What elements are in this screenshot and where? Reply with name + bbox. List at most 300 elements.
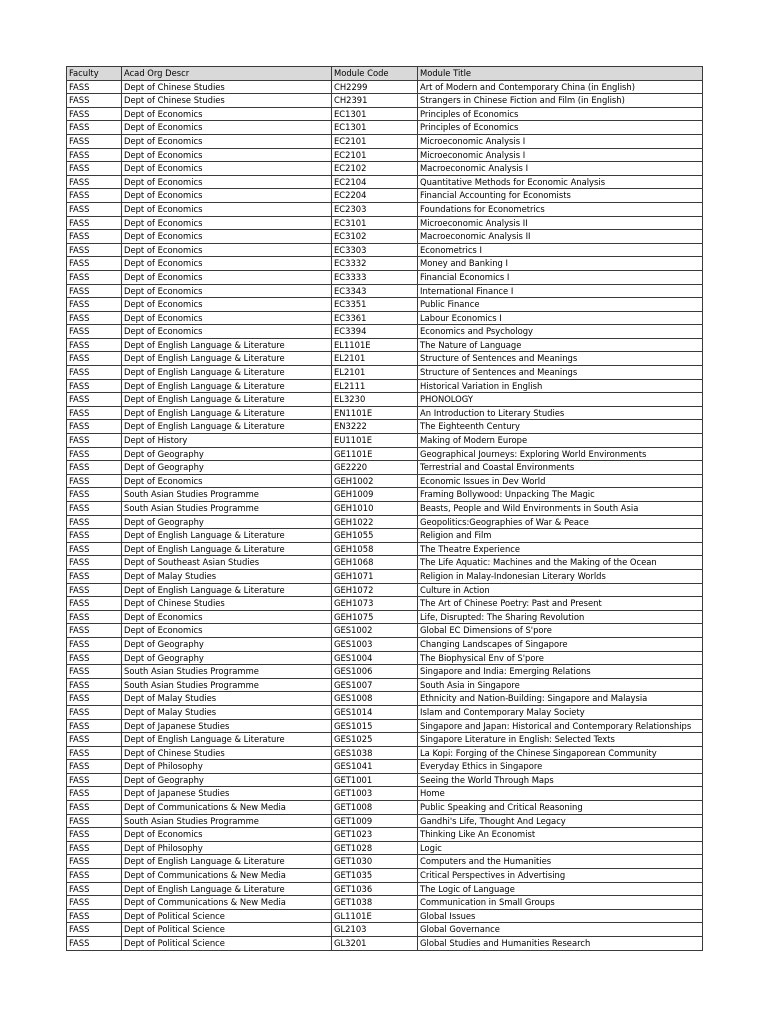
- cell-faculty: FASS: [67, 896, 122, 910]
- cell-acad-org-descr: Dept of Chinese Studies: [122, 597, 332, 611]
- cell-module-title: Microeconomic Analysis I: [418, 134, 703, 148]
- table-row: [67, 814, 703, 828]
- cell-faculty: FASS: [67, 869, 122, 883]
- cell-module-title: Labour Economics I: [418, 311, 703, 325]
- cell-acad-org-descr: Dept of Economics: [122, 230, 332, 244]
- table-row: [67, 515, 703, 529]
- table-row: [67, 148, 703, 162]
- cell-module-title: Home: [418, 787, 703, 801]
- cell-faculty: FASS: [67, 610, 122, 624]
- cell-acad-org-descr: Dept of English Language & Literature: [122, 542, 332, 556]
- cell-faculty: FASS: [67, 909, 122, 923]
- table-row: [67, 624, 703, 638]
- cell-module-title: Singapore Literature in English: Selected Texts: [418, 733, 703, 747]
- table-row: [67, 569, 703, 583]
- cell-acad-org-descr: Dept of Philosophy: [122, 760, 332, 774]
- cell-acad-org-descr: Dept of English Language & Literature: [122, 406, 332, 420]
- cell-faculty: FASS: [67, 284, 122, 298]
- cell-acad-org-descr: Dept of Economics: [122, 243, 332, 257]
- table-row: [67, 175, 703, 189]
- cell-module-code: GET1009: [332, 814, 418, 828]
- cell-acad-org-descr: Dept of Political Science: [122, 923, 332, 937]
- cell-module-code: EL3230: [332, 393, 418, 407]
- cell-faculty: FASS: [67, 719, 122, 733]
- cell-module-code: GL1101E: [332, 909, 418, 923]
- cell-acad-org-descr: Dept of Geography: [122, 651, 332, 665]
- cell-module-code: EL2111: [332, 379, 418, 393]
- cell-faculty: FASS: [67, 855, 122, 869]
- cell-module-title: Ethnicity and Nation-Building: Singapore and Malaysia: [418, 692, 703, 706]
- cell-acad-org-descr: Dept of Economics: [122, 298, 332, 312]
- cell-faculty: FASS: [67, 746, 122, 760]
- cell-acad-org-descr: Dept of Geography: [122, 461, 332, 475]
- cell-faculty: FASS: [67, 406, 122, 420]
- table-row: [67, 243, 703, 257]
- table-row: [67, 379, 703, 393]
- cell-faculty: FASS: [67, 311, 122, 325]
- cell-module-code: GEH1010: [332, 502, 418, 516]
- table-row: [67, 692, 703, 706]
- table-row: [67, 121, 703, 135]
- cell-module-code: CH2391: [332, 94, 418, 108]
- cell-module-title: Econometrics I: [418, 243, 703, 257]
- cell-faculty: FASS: [67, 189, 122, 203]
- cell-module-code: GEH1022: [332, 515, 418, 529]
- cell-module-title: La Kopi: Forging of the Chinese Singaporean Community: [418, 746, 703, 760]
- cell-module-title: International Finance I: [418, 284, 703, 298]
- cell-module-title: The Logic of Language: [418, 882, 703, 896]
- table-row: [67, 719, 703, 733]
- cell-module-code: GES1038: [332, 746, 418, 760]
- table-row: [67, 406, 703, 420]
- cell-acad-org-descr: Dept of Malay Studies: [122, 569, 332, 583]
- cell-module-code: EN1101E: [332, 406, 418, 420]
- cell-module-title: Life, Disrupted: The Sharing Revolution: [418, 610, 703, 624]
- cell-faculty: FASS: [67, 569, 122, 583]
- table-body: [67, 80, 703, 950]
- cell-module-code: EC2101: [332, 148, 418, 162]
- table-row: [67, 366, 703, 380]
- header-acad-org-descr: Acad Org Descr: [122, 67, 332, 81]
- table-row: [67, 474, 703, 488]
- cell-module-title: Microeconomic Analysis I: [418, 148, 703, 162]
- header-module-code: Module Code: [332, 67, 418, 81]
- table-row: [67, 447, 703, 461]
- cell-module-title: Art of Modern and Contemporary China (in English): [418, 80, 703, 94]
- table-row: [67, 461, 703, 475]
- cell-module-title: Islam and Contemporary Malay Society: [418, 705, 703, 719]
- cell-module-title: Global Studies and Humanities Research: [418, 937, 703, 951]
- cell-faculty: FASS: [67, 366, 122, 380]
- cell-module-title: Computers and the Humanities: [418, 855, 703, 869]
- table-row: [67, 80, 703, 94]
- table-row: [67, 841, 703, 855]
- table-row: [67, 882, 703, 896]
- table-row: [67, 923, 703, 937]
- cell-faculty: FASS: [67, 270, 122, 284]
- cell-faculty: FASS: [67, 175, 122, 189]
- cell-acad-org-descr: Dept of Economics: [122, 270, 332, 284]
- cell-acad-org-descr: Dept of Economics: [122, 189, 332, 203]
- cell-acad-org-descr: Dept of Communications & New Media: [122, 896, 332, 910]
- table-row: [67, 502, 703, 516]
- cell-acad-org-descr: Dept of Southeast Asian Studies: [122, 556, 332, 570]
- cell-faculty: FASS: [67, 80, 122, 94]
- cell-module-code: EC2303: [332, 202, 418, 216]
- cell-acad-org-descr: Dept of Political Science: [122, 937, 332, 951]
- cell-module-title: Culture in Action: [418, 583, 703, 597]
- cell-acad-org-descr: Dept of Economics: [122, 284, 332, 298]
- table-row: [67, 189, 703, 203]
- cell-acad-org-descr: Dept of Geography: [122, 515, 332, 529]
- cell-acad-org-descr: Dept of Economics: [122, 610, 332, 624]
- cell-module-code: EC3102: [332, 230, 418, 244]
- cell-module-title: Foundations for Econometrics: [418, 202, 703, 216]
- cell-module-code: GEH1071: [332, 569, 418, 583]
- cell-faculty: FASS: [67, 678, 122, 692]
- table-row: [67, 162, 703, 176]
- cell-module-title: Global EC Dimensions of S'pore: [418, 624, 703, 638]
- cell-module-title: Making of Modern Europe: [418, 434, 703, 448]
- cell-module-title: The Nature of Language: [418, 338, 703, 352]
- cell-module-code: GEH1072: [332, 583, 418, 597]
- cell-acad-org-descr: Dept of Economics: [122, 311, 332, 325]
- cell-faculty: FASS: [67, 298, 122, 312]
- cell-acad-org-descr: Dept of Economics: [122, 162, 332, 176]
- cell-acad-org-descr: Dept of Economics: [122, 148, 332, 162]
- cell-faculty: FASS: [67, 542, 122, 556]
- cell-faculty: FASS: [67, 760, 122, 774]
- cell-acad-org-descr: Dept of Economics: [122, 216, 332, 230]
- cell-module-title: Terrestrial and Coastal Environments: [418, 461, 703, 475]
- cell-module-title: PHONOLOGY: [418, 393, 703, 407]
- cell-faculty: FASS: [67, 447, 122, 461]
- cell-module-code: GEH1073: [332, 597, 418, 611]
- cell-module-code: GET1023: [332, 828, 418, 842]
- cell-faculty: FASS: [67, 393, 122, 407]
- cell-acad-org-descr: Dept of Political Science: [122, 909, 332, 923]
- cell-module-code: GE2220: [332, 461, 418, 475]
- cell-module-code: GET1035: [332, 869, 418, 883]
- cell-faculty: FASS: [67, 801, 122, 815]
- cell-module-title: South Asia in Singapore: [418, 678, 703, 692]
- table-row: [67, 230, 703, 244]
- table-row: [67, 107, 703, 121]
- table-row: [67, 311, 703, 325]
- cell-module-code: EC3101: [332, 216, 418, 230]
- cell-module-code: GL3201: [332, 937, 418, 951]
- cell-module-code: EC3361: [332, 311, 418, 325]
- cell-module-code: GES1015: [332, 719, 418, 733]
- cell-module-title: Financial Economics I: [418, 270, 703, 284]
- cell-module-code: CH2299: [332, 80, 418, 94]
- table-row: [67, 270, 703, 284]
- cell-acad-org-descr: Dept of English Language & Literature: [122, 529, 332, 543]
- cell-module-code: EC3303: [332, 243, 418, 257]
- cell-faculty: FASS: [67, 488, 122, 502]
- cell-module-title: Geographical Journeys: Exploring World Environments: [418, 447, 703, 461]
- cell-module-title: Microeconomic Analysis II: [418, 216, 703, 230]
- table-row: [67, 325, 703, 339]
- table-row: [67, 855, 703, 869]
- cell-acad-org-descr: Dept of Communications & New Media: [122, 801, 332, 815]
- cell-faculty: FASS: [67, 841, 122, 855]
- table-row: [67, 937, 703, 951]
- cell-module-code: GET1028: [332, 841, 418, 855]
- cell-acad-org-descr: Dept of Economics: [122, 202, 332, 216]
- cell-module-title: Public Finance: [418, 298, 703, 312]
- cell-acad-org-descr: Dept of Economics: [122, 107, 332, 121]
- cell-module-code: EL2101: [332, 352, 418, 366]
- cell-module-title: An Introduction to Literary Studies: [418, 406, 703, 420]
- cell-faculty: FASS: [67, 107, 122, 121]
- cell-acad-org-descr: Dept of Economics: [122, 828, 332, 842]
- cell-faculty: FASS: [67, 352, 122, 366]
- cell-module-title: Principles of Economics: [418, 121, 703, 135]
- cell-faculty: FASS: [67, 379, 122, 393]
- cell-acad-org-descr: South Asian Studies Programme: [122, 488, 332, 502]
- cell-faculty: FASS: [67, 216, 122, 230]
- cell-module-code: EL2101: [332, 366, 418, 380]
- cell-module-code: EC3333: [332, 270, 418, 284]
- cell-module-code: GEH1009: [332, 488, 418, 502]
- cell-faculty: FASS: [67, 420, 122, 434]
- cell-acad-org-descr: Dept of English Language & Literature: [122, 366, 332, 380]
- cell-acad-org-descr: Dept of Chinese Studies: [122, 746, 332, 760]
- cell-module-code: GES1008: [332, 692, 418, 706]
- cell-faculty: FASS: [67, 556, 122, 570]
- cell-faculty: FASS: [67, 828, 122, 842]
- cell-acad-org-descr: Dept of Economics: [122, 121, 332, 135]
- cell-module-code: GES1025: [332, 733, 418, 747]
- table-row: [67, 746, 703, 760]
- cell-module-code: EN3222: [332, 420, 418, 434]
- header-row: [67, 67, 703, 81]
- cell-faculty: FASS: [67, 733, 122, 747]
- cell-faculty: FASS: [67, 434, 122, 448]
- cell-acad-org-descr: Dept of English Language & Literature: [122, 855, 332, 869]
- header-faculty: Faculty: [67, 67, 122, 81]
- cell-faculty: FASS: [67, 529, 122, 543]
- cell-acad-org-descr: Dept of Economics: [122, 134, 332, 148]
- cell-acad-org-descr: Dept of Communications & New Media: [122, 869, 332, 883]
- table-row: [67, 869, 703, 883]
- cell-module-code: GET1001: [332, 773, 418, 787]
- cell-module-title: Strangers in Chinese Fiction and Film (in English): [418, 94, 703, 108]
- table-row: [67, 787, 703, 801]
- cell-module-title: Critical Perspectives in Advertising: [418, 869, 703, 883]
- cell-module-code: GES1002: [332, 624, 418, 638]
- cell-module-code: GET1030: [332, 855, 418, 869]
- table-row: [67, 597, 703, 611]
- cell-module-code: GEH1055: [332, 529, 418, 543]
- cell-module-title: The Eighteenth Century: [418, 420, 703, 434]
- cell-module-title: Singapore and India: Emerging Relations: [418, 665, 703, 679]
- cell-module-title: The Theatre Experience: [418, 542, 703, 556]
- cell-module-code: GET1036: [332, 882, 418, 896]
- cell-module-title: Global Governance: [418, 923, 703, 937]
- table-row: [67, 909, 703, 923]
- table-row: [67, 651, 703, 665]
- cell-module-code: GET1008: [332, 801, 418, 815]
- cell-module-title: Logic: [418, 841, 703, 855]
- cell-module-code: GEH1075: [332, 610, 418, 624]
- cell-module-title: Economics and Psychology: [418, 325, 703, 339]
- cell-module-title: Structure of Sentences and Meanings: [418, 366, 703, 380]
- cell-faculty: FASS: [67, 814, 122, 828]
- table-row: [67, 393, 703, 407]
- cell-module-title: Economic Issues in Dev World: [418, 474, 703, 488]
- cell-module-title: Gandhi's Life, Thought And Legacy: [418, 814, 703, 828]
- table-row: [67, 216, 703, 230]
- cell-module-code: GEH1068: [332, 556, 418, 570]
- cell-faculty: FASS: [67, 162, 122, 176]
- cell-module-title: Religion in Malay-Indonesian Literary Worlds: [418, 569, 703, 583]
- cell-faculty: FASS: [67, 692, 122, 706]
- table-row: [67, 773, 703, 787]
- table-row: [67, 202, 703, 216]
- table-row: [67, 488, 703, 502]
- table-row: [67, 352, 703, 366]
- cell-faculty: FASS: [67, 121, 122, 135]
- table-row: [67, 896, 703, 910]
- cell-module-code: EC2101: [332, 134, 418, 148]
- cell-module-title: Quantitative Methods for Economic Analysis: [418, 175, 703, 189]
- cell-faculty: FASS: [67, 773, 122, 787]
- cell-acad-org-descr: South Asian Studies Programme: [122, 814, 332, 828]
- cell-faculty: FASS: [67, 637, 122, 651]
- cell-module-code: EC2204: [332, 189, 418, 203]
- table-row: [67, 284, 703, 298]
- cell-faculty: FASS: [67, 583, 122, 597]
- cell-faculty: FASS: [67, 148, 122, 162]
- cell-acad-org-descr: Dept of Economics: [122, 325, 332, 339]
- cell-acad-org-descr: South Asian Studies Programme: [122, 665, 332, 679]
- cell-acad-org-descr: Dept of English Language & Literature: [122, 882, 332, 896]
- cell-faculty: FASS: [67, 202, 122, 216]
- cell-acad-org-descr: Dept of English Language & Literature: [122, 393, 332, 407]
- cell-acad-org-descr: Dept of English Language & Literature: [122, 420, 332, 434]
- cell-module-code: GES1041: [332, 760, 418, 774]
- table-row: [67, 298, 703, 312]
- cell-module-title: The Life Aquatic: Machines and the Making of the Ocean: [418, 556, 703, 570]
- cell-acad-org-descr: Dept of English Language & Literature: [122, 379, 332, 393]
- cell-module-code: EC2104: [332, 175, 418, 189]
- cell-module-code: EU1101E: [332, 434, 418, 448]
- cell-faculty: FASS: [67, 325, 122, 339]
- cell-acad-org-descr: Dept of Geography: [122, 773, 332, 787]
- cell-acad-org-descr: Dept of English Language & Literature: [122, 338, 332, 352]
- cell-acad-org-descr: Dept of Philosophy: [122, 841, 332, 855]
- cell-module-code: GET1003: [332, 787, 418, 801]
- table-row: [67, 705, 703, 719]
- cell-acad-org-descr: Dept of Japanese Studies: [122, 719, 332, 733]
- cell-module-title: Geopolitics:Geographies of War & Peace: [418, 515, 703, 529]
- cell-acad-org-descr: Dept of Geography: [122, 637, 332, 651]
- cell-faculty: FASS: [67, 338, 122, 352]
- cell-faculty: FASS: [67, 230, 122, 244]
- cell-faculty: FASS: [67, 474, 122, 488]
- cell-faculty: FASS: [67, 257, 122, 271]
- table-row: [67, 257, 703, 271]
- cell-acad-org-descr: South Asian Studies Programme: [122, 502, 332, 516]
- cell-acad-org-descr: Dept of English Language & Literature: [122, 352, 332, 366]
- table-row: [67, 733, 703, 747]
- cell-acad-org-descr: Dept of Economics: [122, 624, 332, 638]
- table-row: [67, 678, 703, 692]
- table-row: [67, 134, 703, 148]
- cell-acad-org-descr: South Asian Studies Programme: [122, 678, 332, 692]
- cell-acad-org-descr: Dept of Chinese Studies: [122, 94, 332, 108]
- cell-module-code: GL2103: [332, 923, 418, 937]
- cell-acad-org-descr: Dept of Malay Studies: [122, 705, 332, 719]
- cell-module-title: Macroeconomic Analysis II: [418, 230, 703, 244]
- cell-acad-org-descr: Dept of Economics: [122, 257, 332, 271]
- cell-module-title: Structure of Sentences and Meanings: [418, 352, 703, 366]
- cell-module-title: Money and Banking I: [418, 257, 703, 271]
- cell-faculty: FASS: [67, 597, 122, 611]
- cell-acad-org-descr: Dept of Japanese Studies: [122, 787, 332, 801]
- cell-module-title: Macroeconomic Analysis I: [418, 162, 703, 176]
- cell-faculty: FASS: [67, 461, 122, 475]
- cell-module-code: EC3343: [332, 284, 418, 298]
- cell-module-code: GES1006: [332, 665, 418, 679]
- cell-faculty: FASS: [67, 705, 122, 719]
- cell-module-title: Changing Landscapes of Singapore: [418, 637, 703, 651]
- cell-module-title: Historical Variation in English: [418, 379, 703, 393]
- cell-module-title: Public Speaking and Critical Reasoning: [418, 801, 703, 815]
- cell-module-title: Communication in Small Groups: [418, 896, 703, 910]
- cell-faculty: FASS: [67, 937, 122, 951]
- cell-acad-org-descr: Dept of Economics: [122, 474, 332, 488]
- table-row: [67, 760, 703, 774]
- cell-module-title: Thinking Like An Economist: [418, 828, 703, 842]
- cell-module-title: Singapore and Japan: Historical and Contemporary Relationships: [418, 719, 703, 733]
- cell-module-title: Everyday Ethics in Singapore: [418, 760, 703, 774]
- cell-acad-org-descr: Dept of English Language & Literature: [122, 583, 332, 597]
- cell-module-title: Global Issues: [418, 909, 703, 923]
- table-row: [67, 94, 703, 108]
- table-row: [67, 529, 703, 543]
- cell-faculty: FASS: [67, 624, 122, 638]
- table-row: [67, 610, 703, 624]
- cell-module-code: EL1101E: [332, 338, 418, 352]
- cell-module-code: GES1004: [332, 651, 418, 665]
- cell-acad-org-descr: Dept of Chinese Studies: [122, 80, 332, 94]
- cell-module-code: EC3394: [332, 325, 418, 339]
- table-row: [67, 338, 703, 352]
- cell-module-code: EC3332: [332, 257, 418, 271]
- table-row: [67, 434, 703, 448]
- cell-faculty: FASS: [67, 787, 122, 801]
- cell-module-title: Financial Accounting for Economists: [418, 189, 703, 203]
- cell-acad-org-descr: Dept of Geography: [122, 447, 332, 461]
- cell-module-code: GET1038: [332, 896, 418, 910]
- cell-module-code: EC3351: [332, 298, 418, 312]
- cell-module-title: The Art of Chinese Poetry: Past and Present: [418, 597, 703, 611]
- table-row: [67, 801, 703, 815]
- cell-faculty: FASS: [67, 243, 122, 257]
- cell-faculty: FASS: [67, 923, 122, 937]
- cell-module-title: Framing Bollywood: Unpacking The Magic: [418, 488, 703, 502]
- cell-module-title: Principles of Economics: [418, 107, 703, 121]
- cell-module-code: GEH1058: [332, 542, 418, 556]
- cell-module-title: Seeing the World Through Maps: [418, 773, 703, 787]
- cell-acad-org-descr: Dept of Economics: [122, 175, 332, 189]
- cell-module-title: Beasts, People and Wild Environments in South Asia: [418, 502, 703, 516]
- cell-module-code: EC2102: [332, 162, 418, 176]
- table-row: [67, 665, 703, 679]
